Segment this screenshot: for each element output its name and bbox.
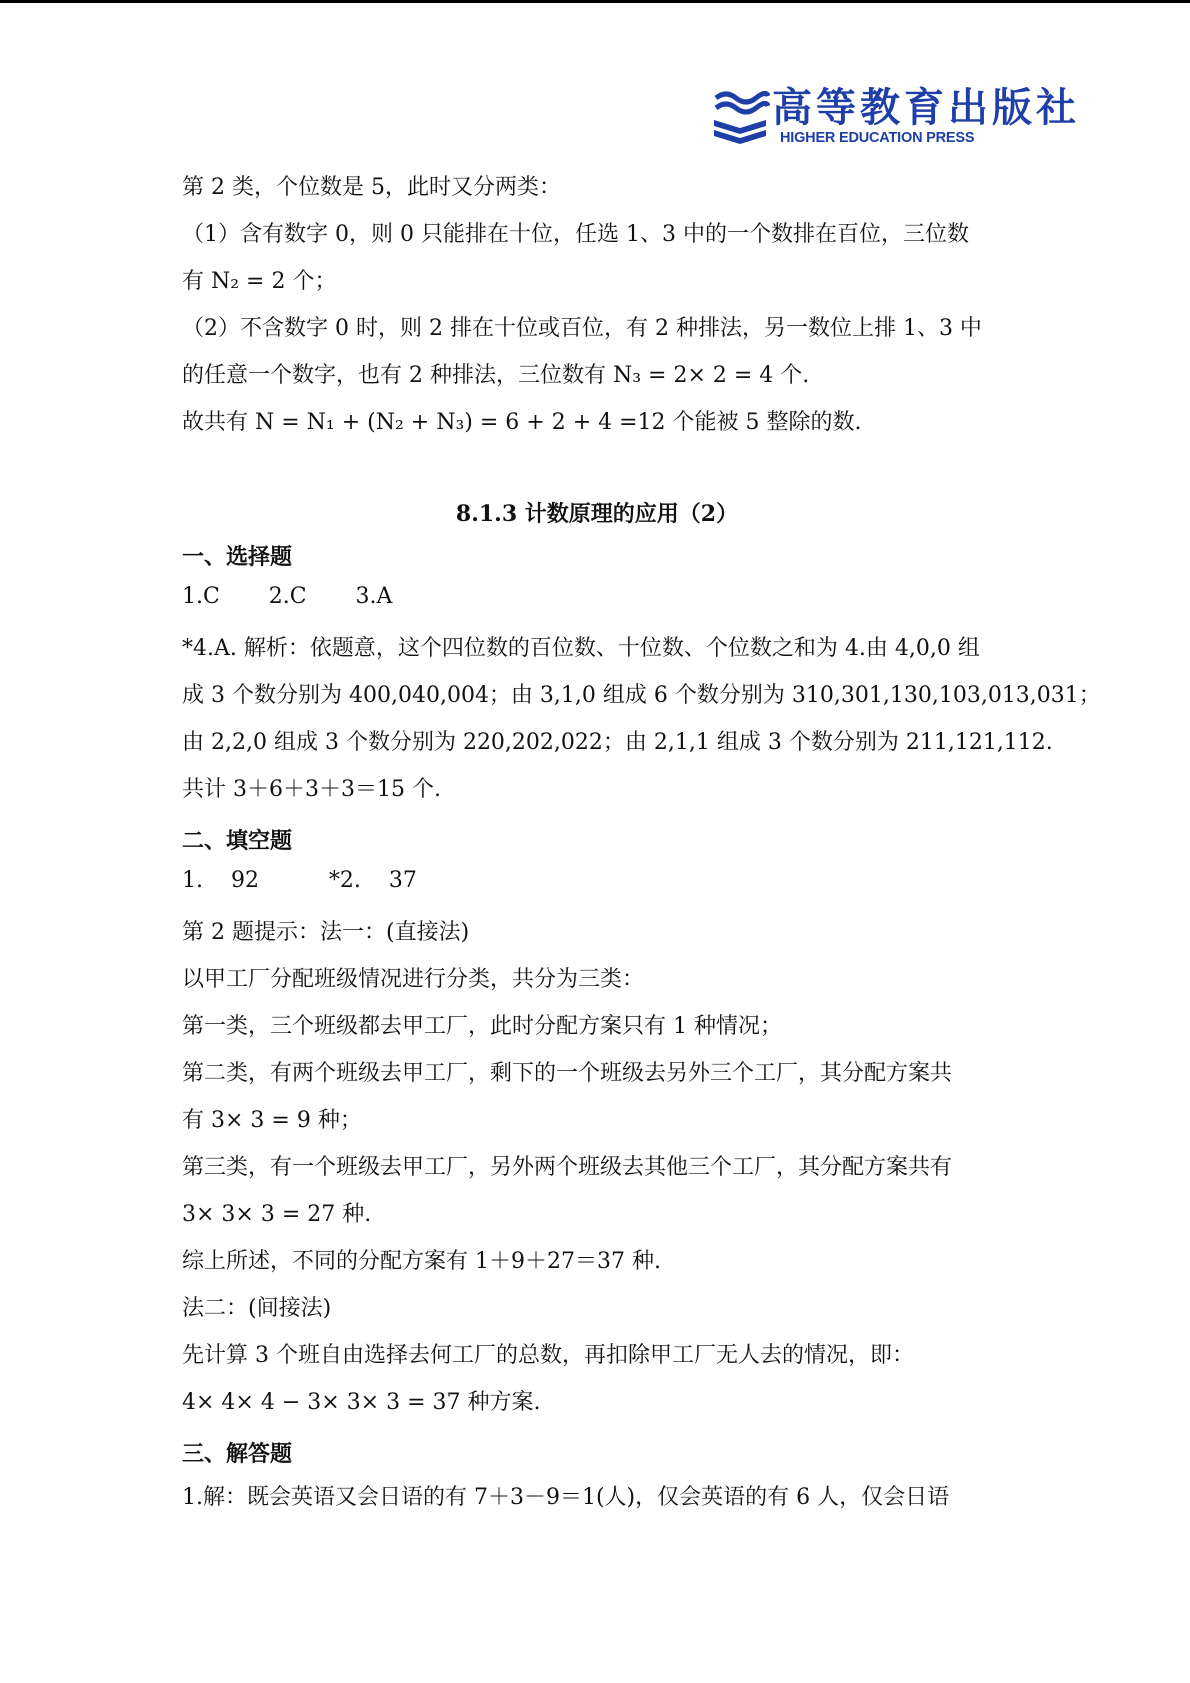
logo-chinese-name: 高等教育出版社: [772, 84, 1080, 131]
text-line: 以甲工厂分配班级情况进行分类，共分为三类：: [182, 967, 645, 992]
heading-answer: 三、解答题: [182, 1441, 293, 1467]
heading-fill: 二、填空题: [182, 828, 293, 854]
text-line: 由 2,2,0 组成 3 个数分别为 220,202,022；由 2,1,1 组成 3 个数分别为 211,121,112.: [182, 730, 1053, 755]
text-line: 的任意一个数字，也有 2 种排法，三位数有 N₃ = 2× 2 = 4 个.: [182, 363, 810, 388]
text-line: 有 N₂ = 2 个；: [182, 269, 337, 294]
text-line: 4× 4× 4 − 3× 3× 3 = 37 种方案.: [182, 1390, 541, 1415]
text-line: 第 2 题提示：法一：(直接法): [182, 920, 470, 945]
text-line: 第二类，有两个班级去甲工厂，剩下的一个班级去另外三个工厂，其分配方案共: [182, 1061, 953, 1086]
text-line: 法二：(间接法): [182, 1296, 332, 1321]
heading-choice: 一、选择题: [182, 544, 293, 570]
text-line: 第 2 类，个位数是 5，此时又分两类：: [182, 175, 561, 200]
text-line: 综上所述，不同的分配方案有 1＋9＋27＝37 种.: [182, 1249, 661, 1274]
publisher-logo: [712, 84, 1080, 148]
section-title: 8.1.3 计数原理的应用（2）: [455, 501, 739, 527]
text-line: （2）不含数字 0 时，则 2 排在十位或百位，有 2 种排法，另一数位上排 1、3 中: [182, 316, 982, 341]
text-line: 1.解：既会英语又会日语的有 7＋3－9＝1(人)，仅会英语的有 6 人，仅会日语: [182, 1485, 950, 1510]
text-line: 3× 3× 3 = 27 种.: [182, 1202, 372, 1227]
text-line: 共计 3＋6＋3＋3＝15 个.: [182, 777, 441, 802]
waves-books-icon: [712, 90, 770, 146]
text-line: 故共有 N = N₁ + (N₂ + N₃) = 6 + 2 + 4 =12 个能被 5 整除的数.: [182, 410, 862, 435]
top-rule: [0, 0, 1190, 3]
text-line: *4.A. 解析：依题意，这个四位数的百位数、十位数、个位数之和为 4.由 4,0,0 组: [182, 636, 980, 661]
text-line: 成 3 个数分别为 400,040,004；由 3,1,0 组成 6 个数分别为 310,301,130,103,013,031；: [182, 683, 1101, 708]
text-line: 第一类，三个班级都去甲工厂，此时分配方案只有 1 种情况；: [182, 1014, 782, 1039]
text-line: （1）含有数字 0，则 0 只能排在十位，任选 1、3 中的一个数排在百位，三位数: [182, 222, 969, 247]
page-content: [182, 164, 1101, 1521]
text-line: 第三类，有一个班级去甲工厂，另外两个班级去其他三个工厂，其分配方案共有: [182, 1155, 953, 1180]
fill-answers: 1. 92 *2. 37: [182, 868, 417, 893]
text-line: 先计算 3 个班自由选择去何工厂的总数，再扣除甲工厂无人去的情况，即：: [182, 1343, 914, 1368]
logo-english-name: HIGHER EDUCATION PRESS: [780, 130, 975, 146]
text-line: 有 3× 3 = 9 种；: [182, 1108, 362, 1133]
choice-answers: 1.C 2.C 3.A: [182, 584, 393, 609]
